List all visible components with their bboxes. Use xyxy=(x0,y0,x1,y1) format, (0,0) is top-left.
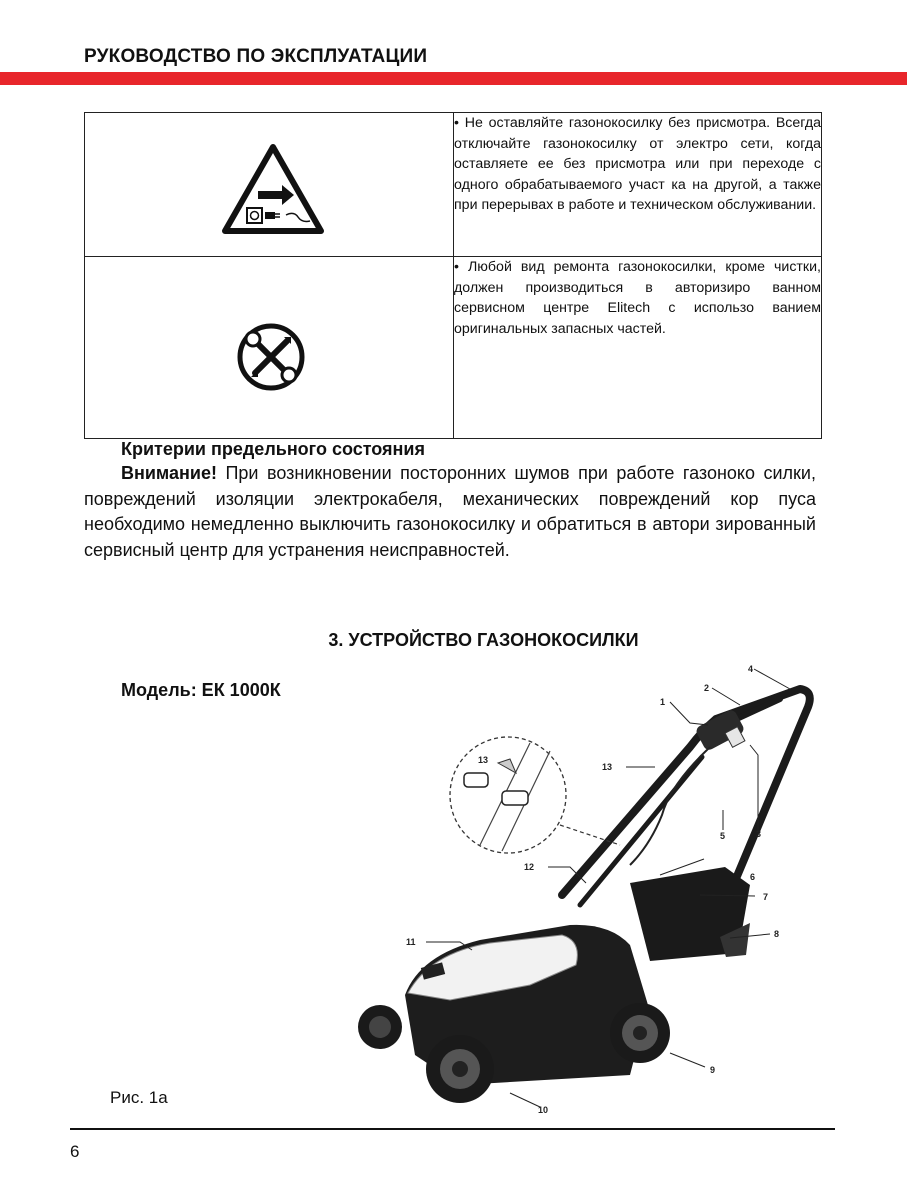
model-label: Модель: ЕК 1000К xyxy=(121,680,281,700)
criteria-title: Критерии предельного состояния xyxy=(121,439,425,459)
attention-label: Внимание! xyxy=(121,463,217,483)
handle-frame xyxy=(562,689,810,905)
lawnmower-diagram xyxy=(330,655,830,1125)
callout-label: 8 xyxy=(774,929,780,939)
rear-wheel xyxy=(610,1003,670,1063)
callout-label: 9 xyxy=(710,1065,716,1075)
warning-text-repair: • Любой вид ремонта газонокосилки, кроме чистки, должен производиться в авторизиро ванном сервисном центре Elitech с использо ванием оригинальных запасных частей. xyxy=(454,257,822,439)
callout-label: 12 xyxy=(524,862,535,872)
figure-caption: Рис. 1а xyxy=(110,1088,168,1107)
section-title: 3. УСТРОЙСТВО ГАЗОНОКОСИЛКИ xyxy=(328,630,639,650)
callout-label: 13 xyxy=(478,755,489,765)
callout-label: 10 xyxy=(538,1105,549,1115)
criteria-paragraph xyxy=(84,461,816,563)
callout-label: 6 xyxy=(750,872,756,882)
footer-divider xyxy=(70,1128,835,1130)
back-wheel-left xyxy=(358,1005,402,1049)
callout-label: 2 xyxy=(704,683,710,693)
warning-icon-cell xyxy=(85,257,454,439)
no-repair-icon xyxy=(235,321,307,398)
callout-label: 5 xyxy=(720,831,726,841)
callout-label: 1 xyxy=(660,697,666,707)
callout-label: 7 xyxy=(763,892,769,902)
page-number: 6 xyxy=(70,1142,80,1161)
safety-warning-table xyxy=(84,112,822,439)
callout-label: 3 xyxy=(756,829,762,839)
page-header-title: РУКОВОДСТВО ПО ЭКСПЛУАТАЦИИ xyxy=(84,46,428,67)
header-accent-bar xyxy=(0,72,907,85)
callout-label: 4 xyxy=(748,664,754,674)
warning-text-unattended: • Не оставляйте газонокосилку без присмотра. Всегда отключайте газонокосилку от электро сети, когда оставляете ее без присмотра или при переходе с одного обрабатываемого участ ка на другой, а также при перерывах в работе и техническом обслуживании. xyxy=(454,113,822,257)
criteria-text: При возникновении посторонних шумов при работе газоноко силки, повреждений изоляции электрокабеля, механических повреждений кор пуса необходимо немедленно выключить газонокосилку и обратиться в автори зированный сервисный центр для устранения неисправностей. xyxy=(84,463,816,560)
unplug-warning-icon xyxy=(220,141,326,242)
table-row xyxy=(85,257,822,439)
callout-label: 11 xyxy=(406,937,416,947)
warning-icon-cell xyxy=(85,113,454,257)
table-row xyxy=(85,113,822,257)
callout-label: 13 xyxy=(602,762,613,772)
front-wheel xyxy=(426,1035,494,1103)
